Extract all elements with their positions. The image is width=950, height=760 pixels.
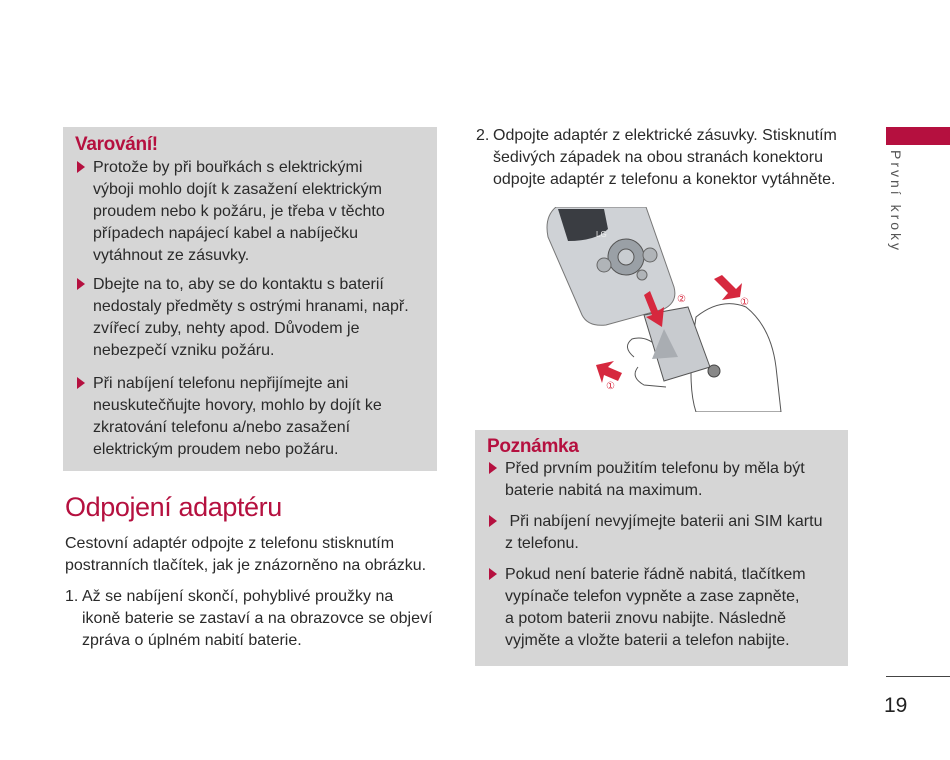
warning-item-text: Protože by při bouřkách s elektrickými výboji mohlo dojít k zasažení elektrickým proudem nebo k požáru, je třeba v těchto případech napájecí kabel a nabíječku vytáhnout ze zásuvky.: [93, 159, 385, 264]
step-1: [65, 586, 450, 652]
warning-item: [75, 274, 443, 362]
callout-2: ②: [677, 294, 686, 305]
note-box: [475, 430, 848, 666]
chapter-label: První kroky: [888, 150, 904, 254]
note-item: [487, 564, 857, 652]
note-item-text: Při nabíjení nevyjímejte baterii ani SIM kartu z telefonu.: [505, 513, 823, 552]
phone-brand-label: LG: [596, 230, 607, 239]
triangle-bullet-icon: [489, 515, 497, 527]
divider: [886, 676, 950, 677]
step-2: [476, 125, 856, 191]
note-item-text: Před prvním použitím telefonu by měla být baterie nabitá na maximum.: [505, 460, 805, 499]
step-2-text: Odpojte adaptér z elektrické zásuvky. Stisknutím šedivých západek na obou stranách konektoru odpojte adaptér z telefonu a konektor vytáhněte.: [493, 127, 837, 188]
adapter-removal-illustration: [546, 207, 786, 412]
callout-1: ①: [740, 297, 749, 308]
step-1-number: 1.: [65, 588, 79, 605]
warning-box: [63, 127, 437, 471]
step-2-number: 2.: [476, 127, 490, 144]
chapter-tab: [886, 127, 950, 145]
press-arrow-icon: [714, 275, 742, 300]
triangle-bullet-icon: [77, 278, 85, 290]
warning-item: [75, 373, 443, 461]
triangle-bullet-icon: [77, 161, 85, 173]
warning-item-text: Při nabíjení telefonu nepřijímejte ani neuskutečňujte hovory, mohlo by dojít ke zkratování telefonu a/nebo zasažení elektrickým proudem nebo požáru.: [93, 375, 382, 458]
triangle-bullet-icon: [77, 377, 85, 389]
triangle-bullet-icon: [489, 568, 497, 580]
warning-item: [75, 157, 443, 267]
triangle-bullet-icon: [489, 462, 497, 474]
page-number: 19: [884, 694, 908, 717]
note-item-text: Pokud není baterie řádně nabitá, tlačítkem vypínače telefon vypněte a zase zapněte, a potom baterii znovu nabijte. Následně vyjměte a vložte baterii a telefon nabijte.: [505, 566, 806, 649]
note-item: [487, 511, 857, 555]
press-arrow-icon: [596, 361, 622, 383]
step-1-text: Až se nabíjení skončí, pohyblivé proužky na ikoně baterie se zastaví a na obrazovce se objeví zpráva o úplném nabití baterie.: [82, 588, 433, 649]
warning-item-text: Dbejte na to, aby se do kontaktu s baterií nedostaly předměty s ostrými hranami, např. zvířecí zuby, nehty apod. Důvodem je nebezpečí vzniku požáru.: [93, 276, 409, 359]
note-title: Poznámka: [487, 436, 579, 457]
intro-paragraph: Cestovní adaptér odpojte z telefonu stisknutím postranních tlačítek, jak je znázorněno na obrázku.: [65, 535, 427, 574]
section-heading: Odpojení adaptéru: [65, 492, 282, 522]
callout-1: ①: [606, 381, 615, 392]
note-item: [487, 458, 857, 502]
warning-title: Varování!: [75, 134, 158, 155]
